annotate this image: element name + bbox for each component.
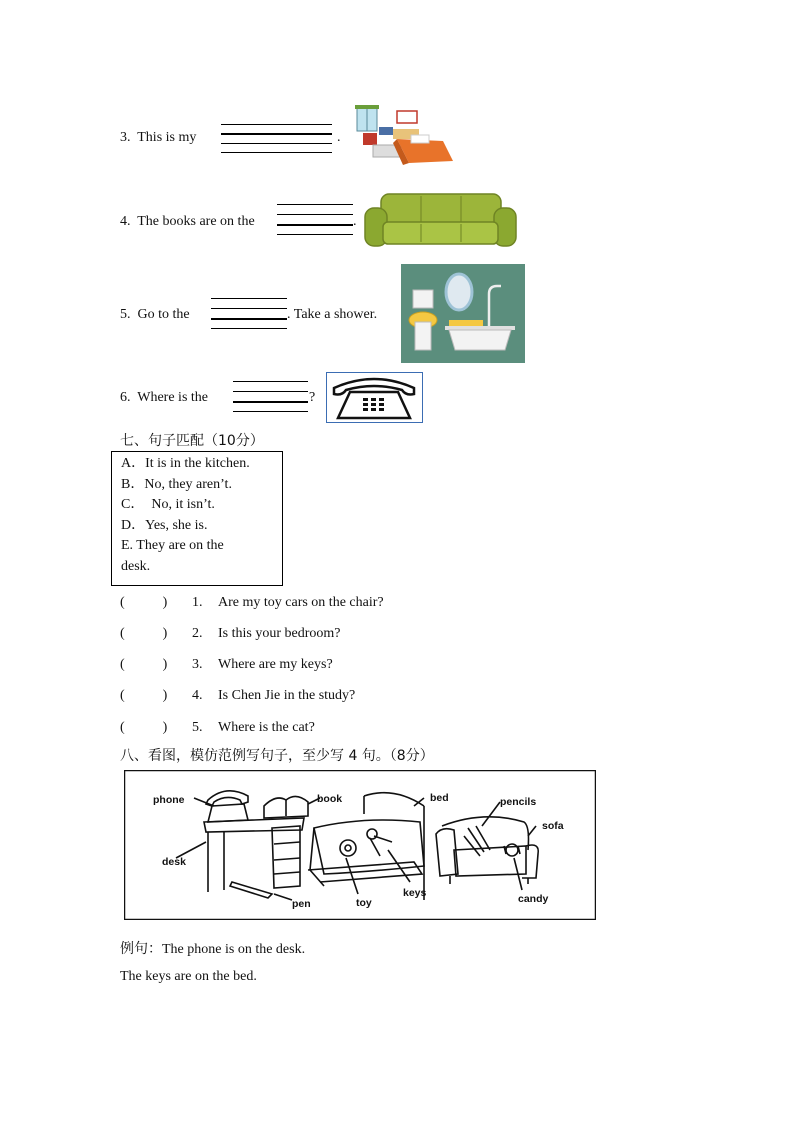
example-sentence: The phone is on the desk. — [162, 942, 306, 957]
question-suffix: . — [353, 214, 357, 229]
question-suffix: . Take a shower. — [287, 307, 378, 322]
label-bed: bed — [430, 792, 449, 804]
label-pencils: pencils — [500, 796, 537, 808]
match-row — [120, 626, 340, 642]
question-3 — [120, 130, 196, 146]
question-text: This is my — [137, 130, 197, 145]
match-row — [120, 657, 333, 673]
answer-lines[interactable] — [211, 298, 287, 330]
answer-lines[interactable] — [221, 124, 332, 154]
answer-blank[interactable]: ( ) — [120, 720, 168, 735]
option-c: C． No, it isn’t. — [121, 497, 215, 512]
example-line — [120, 938, 305, 958]
match-question: Where is the cat? — [218, 720, 315, 735]
section-8-title: 八、看图，模仿范例写句子，至少写 4 句。（8分） — [120, 748, 434, 764]
answer-sentence[interactable]: The keys are on the bed. — [120, 969, 257, 984]
question-number: 5. — [120, 307, 131, 322]
answer-blank[interactable]: ( ) — [120, 595, 168, 610]
match-row — [120, 595, 384, 611]
question-5 — [120, 307, 190, 323]
answer-lines[interactable] — [277, 204, 353, 236]
question-suffix: . — [337, 130, 341, 145]
section-7-title: 七、句子匹配（10分） — [120, 433, 264, 449]
question-number: 4. — [120, 214, 131, 229]
question-number: 3. — [120, 130, 131, 145]
match-question: Is Chen Jie in the study? — [218, 688, 356, 703]
label-keys: keys — [403, 887, 427, 899]
question-text: Where is the — [137, 390, 208, 405]
label-phone: phone — [153, 794, 185, 806]
answer-blank[interactable]: ( ) — [120, 657, 168, 672]
bathroom-picture — [401, 264, 525, 363]
options-box — [111, 451, 283, 586]
answer-lines[interactable] — [233, 381, 308, 413]
option-d: D．Yes, she is. — [121, 517, 208, 533]
question-6 — [120, 390, 208, 406]
match-number: 2. — [192, 626, 203, 641]
option-e: E. They are on the — [121, 538, 224, 553]
match-number: 5. — [192, 720, 203, 735]
option-e-continued: desk. — [121, 558, 151, 574]
furniture-picture — [124, 770, 596, 920]
question-suffix: ? — [309, 390, 316, 405]
question-number: 6. — [120, 390, 131, 405]
question-4 — [120, 214, 255, 230]
answer-blank[interactable]: ( ) — [120, 626, 168, 641]
match-row — [120, 688, 355, 704]
sofa-picture — [363, 190, 518, 250]
label-book: book — [317, 793, 343, 805]
answer-blank[interactable]: ( ) — [120, 688, 168, 703]
label-sofa: sofa — [542, 820, 564, 832]
match-number: 3. — [192, 657, 203, 672]
match-question: Where are my keys? — [218, 657, 333, 672]
question-text: The books are on the — [137, 214, 255, 229]
phone-picture — [326, 372, 423, 423]
label-candy: candy — [518, 893, 549, 905]
option-a: A．It is in the kitchen. — [121, 456, 250, 471]
label-toy: toy — [356, 897, 372, 909]
label-desk: desk — [162, 856, 186, 868]
bedroom-picture — [353, 105, 453, 165]
match-number: 1. — [192, 595, 203, 610]
example-label: 例句： — [120, 941, 162, 957]
match-question: Are my toy cars on the chair? — [218, 595, 384, 610]
option-b: B．No, they aren’t. — [121, 476, 232, 492]
label-pen: pen — [292, 898, 311, 910]
question-text: Go to the — [137, 307, 190, 322]
match-number: 4. — [192, 688, 203, 703]
match-question: Is this your bedroom? — [218, 626, 341, 641]
match-row — [120, 720, 315, 736]
